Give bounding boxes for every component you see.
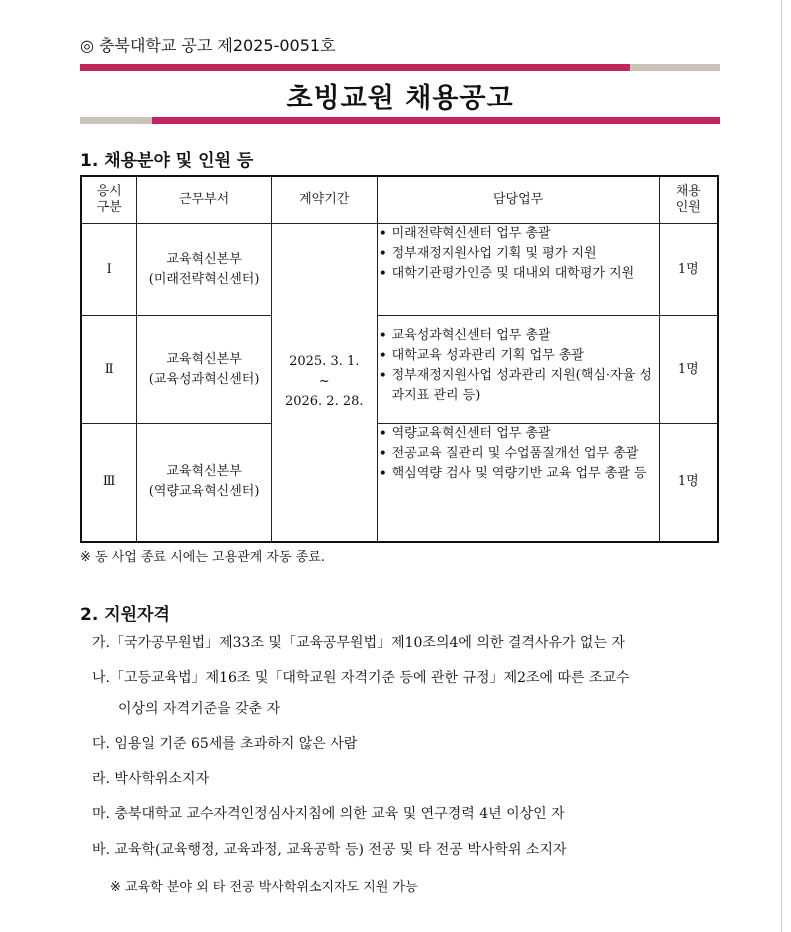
- section2-heading: 2. 지원자격: [80, 605, 170, 625]
- period-end: 2026. 2. 28.: [284, 394, 364, 410]
- duty-item: • 대학기관평가인증 및 대내외 대학평가 지원: [378, 264, 659, 284]
- qualification-item-continued: 이상의 자격기준을 갖춘 자: [118, 701, 281, 717]
- notice-number: ◎ 충북대학교 공고 제2025-0051호: [80, 36, 336, 55]
- row-duties: [377, 316, 659, 424]
- row-type: Ⅱ: [81, 316, 137, 424]
- qualification-item: 나.「고등교육법」제16조 및「대학교원 자격기준 등에 관한 규정」제2조에 따른 조교수: [92, 670, 630, 686]
- header-count: [659, 176, 718, 224]
- row-count: 1명: [659, 316, 718, 424]
- qualification-item: 마. 충북대학교 교수자격인정심사지침에 의한 교육 및 연구경력 4년 이상인 자: [92, 806, 565, 822]
- header-count-line2: 인원: [675, 200, 701, 215]
- contract-period: [271, 224, 377, 542]
- duty-item: • 핵심역량 검사 및 역량기반 교육 업무 총괄 등: [378, 464, 659, 484]
- header-type: [81, 176, 137, 224]
- dept-line1: 교육혁신본부: [166, 351, 242, 367]
- period-start: 2025. 3. 1.: [289, 354, 360, 370]
- table-header-row: [81, 176, 718, 224]
- qualification-item: 가.「국가공무원법」제33조 및「교육공무원법」제10조의4에 의한 결격사유가 없는 자: [92, 635, 625, 651]
- dept-line2: (역량교육혁신센터): [148, 484, 260, 500]
- row-type: Ⅰ: [81, 224, 137, 316]
- dept-line2: (미래전략혁신센터): [148, 271, 260, 287]
- table-note: ※ 동 사업 종료 시에는 고용관계 자동 종료.: [80, 550, 325, 565]
- duty-item: • 정부재정지원사업 기획 및 평가 지원: [378, 244, 659, 264]
- period-sep: ~: [318, 374, 330, 390]
- section1-heading: 1. 채용분야 및 인원 등: [80, 151, 254, 171]
- table-row: [81, 316, 718, 424]
- header-type-line1: 응시: [96, 184, 122, 199]
- dept-line1: 교육혁신본부: [166, 251, 242, 267]
- row-duties: [377, 424, 659, 542]
- qualification-sub-note: ※ 교육학 분야 외 타 전공 박사학위소지자도 지원 가능: [110, 880, 418, 895]
- table-row: [81, 424, 718, 542]
- page-edge: [781, 0, 782, 932]
- row-duties: [377, 224, 659, 316]
- duty-item: • 대학교육 성과관리 기획 업무 총괄: [378, 346, 659, 366]
- header-type-line2: 구분: [96, 200, 122, 215]
- duty-item: • 역량교육혁신센터 업무 총괄: [378, 424, 659, 444]
- row-count: 1명: [659, 424, 718, 542]
- duty-item: • 교육성과혁신센터 업무 총괄: [378, 326, 659, 346]
- qualification-item: 바. 교육학(교육행정, 교육과정, 교육공학 등) 전공 및 타 전공 박사학위 소지자: [92, 842, 567, 858]
- table-row: [81, 224, 718, 316]
- bottom-gray-bar: [80, 117, 152, 124]
- row-dept: [137, 316, 272, 424]
- page-title: 초빙교원 채용공고: [286, 83, 514, 114]
- row-dept: [137, 224, 272, 316]
- dept-line1: 교육혁신본부: [166, 464, 242, 480]
- bottom-accent-bar: [152, 117, 720, 124]
- header-count-line1: 채용: [675, 184, 701, 199]
- header-dept: 근무부서: [137, 176, 272, 224]
- duty-item: • 미래전략혁신센터 업무 총괄: [378, 224, 659, 244]
- row-count: 1명: [659, 224, 718, 316]
- header-duty: 담당업무: [377, 176, 659, 224]
- row-type: Ⅲ: [81, 424, 137, 542]
- qualification-item: 다. 임용일 기준 65세를 초과하지 않은 사람: [92, 736, 358, 752]
- row-dept: [137, 424, 272, 542]
- qualification-item: 라. 박사학위소지자: [92, 771, 210, 787]
- top-accent-bar: [80, 64, 630, 71]
- duty-item: • 정부재정지원사업 성과관리 지원(핵심·자율 성과지표 관리 등): [378, 366, 659, 406]
- dept-line2: (교육성과혁신센터): [148, 371, 260, 387]
- header-period: 계약기간: [271, 176, 377, 224]
- positions-table: [80, 175, 719, 543]
- top-gray-bar: [630, 64, 720, 71]
- duty-item: • 전공교육 질관리 및 수업품질개선 업무 총괄: [378, 444, 659, 464]
